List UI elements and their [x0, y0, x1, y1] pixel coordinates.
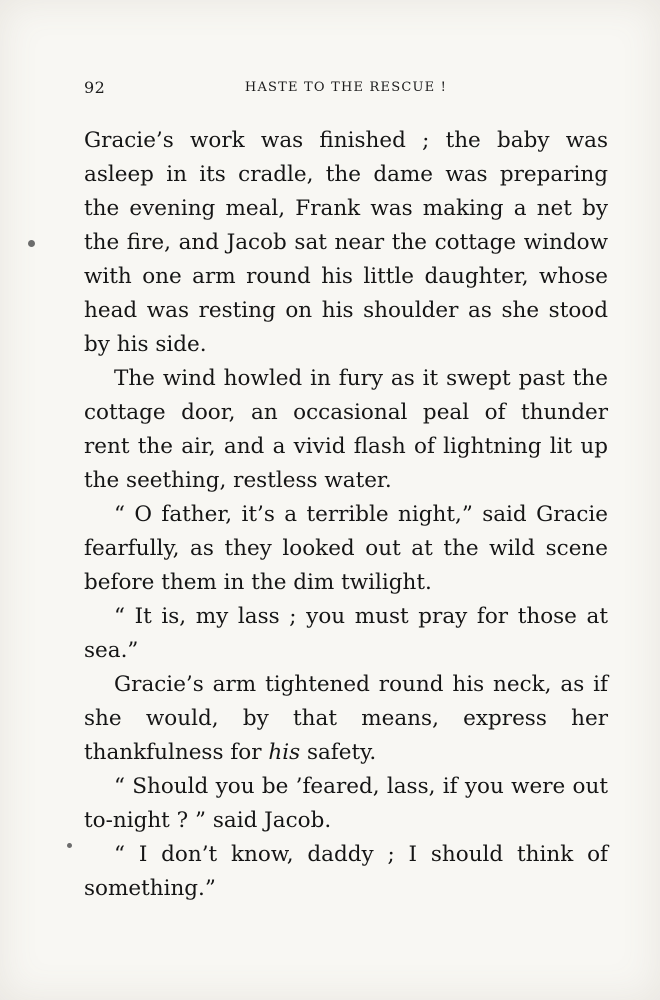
paragraph-text: safety. [300, 740, 377, 765]
ink-spot [67, 843, 72, 848]
body-text [84, 124, 608, 906]
page-number: 92 [84, 78, 106, 97]
running-title: HASTE TO THE RESCUE ! [244, 80, 448, 95]
paragraph: “ It is, my lass ; you must pray for those at sea.” [84, 604, 608, 663]
paragraph: “ O father, it’s a terrible night,” said Gracie fearfully, as they looked out at the wild scene before them in the dim twilight. [84, 502, 608, 595]
emphasized-word: his [268, 740, 301, 765]
paragraph: “ Should you be ’feared, lass, if you were out to-night ? ” said Jacob. [84, 774, 608, 833]
paragraph-text: Gracie’s arm tightened round his neck, as if she would, by that means, express her thankfulness for [84, 672, 608, 765]
paragraph: Gracie’s work was finished ; the baby was asleep in its cradle, the dame was preparing the evening meal, Frank was making a net by the fire, and Jacob sat near the cottage window with one arm round his little daughter, whose head was resting on his shoulder as she stood by his side. [84, 128, 608, 357]
ink-spot [28, 240, 35, 247]
running-head [84, 78, 608, 102]
paragraph: “ I don’t know, daddy ; I should think of something.” [84, 842, 608, 901]
paragraph: The wind howled in fury as it swept past the cottage door, an occasional peal of thunder rent the air, and a vivid flash of lightning lit up the seething, restless water. [84, 366, 608, 493]
paragraph [84, 668, 608, 770]
